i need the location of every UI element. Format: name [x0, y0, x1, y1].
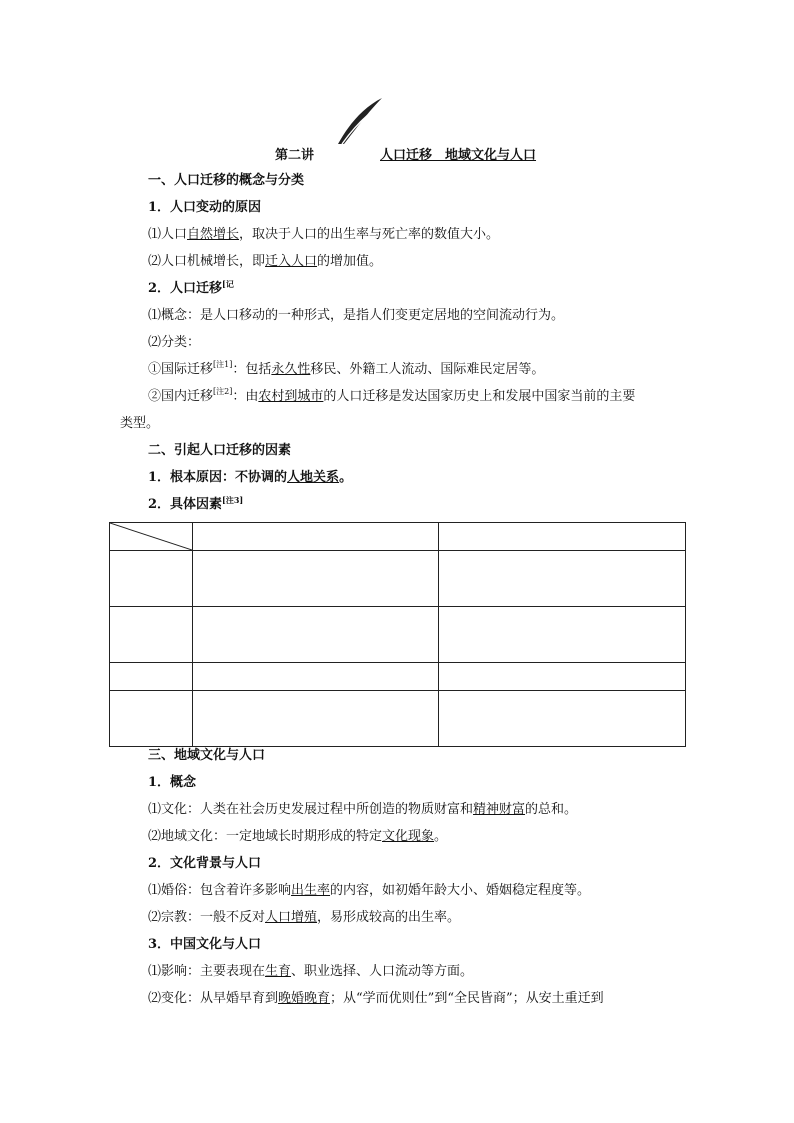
table-row: [110, 691, 686, 747]
diagonal-header-cell: [110, 523, 193, 551]
subheading-concept: 1．概念: [148, 775, 197, 790]
push-cell: [193, 607, 439, 663]
lecture-title: 人口迁移 地域文化与人口: [380, 148, 537, 163]
page-title: [0, 144, 794, 164]
lecture-number: 第二讲: [275, 148, 315, 163]
factor-cell: [110, 691, 193, 747]
text-line: ②国内迁移[注2]：由农村到城市的人口迁移是发达国家历史上和发展中国家当前的主要: [148, 387, 636, 404]
push-cell: [193, 551, 439, 607]
push-cell: [193, 663, 439, 691]
text-line: ⑴概念：是人口移动的一种形式，是指人们变更定居地的空间流动行为。: [148, 308, 565, 323]
section-heading-3: 三、地域文化与人口: [148, 748, 266, 763]
text-line: ⑵地域文化：一定地域长时期形成的特定文化现象。: [148, 829, 448, 844]
factor-cell: [110, 551, 193, 607]
text-line: ⑴文化：人类在社会历史发展过程中所创造的物质财富和精神财富的总和。: [148, 802, 578, 817]
pull-cell: [439, 663, 686, 691]
section-heading-2: 二、引起人口迁移的因素: [148, 443, 292, 458]
header-push: [193, 523, 439, 551]
subheading-population-change: 1．人口变动的原因: [148, 200, 262, 215]
pull-cell: [439, 551, 686, 607]
pull-cell: [439, 691, 686, 747]
section-heading-1: 一、人口迁移的概念与分类: [148, 173, 305, 188]
text-line: ⑵人口机械增长，即迁入人口的增加值。: [148, 254, 383, 269]
table-header-row: [110, 523, 686, 551]
table-row: [110, 551, 686, 607]
feather-logo-icon: [336, 96, 384, 146]
text-line: ⑵变化：从早婚早育到晚婚晚育；从“学而优则仕”到“全民皆商”；从安土重迁到: [148, 991, 604, 1006]
factor-cell: [110, 663, 193, 691]
table-row: [110, 607, 686, 663]
subheading-root-cause: 1．根本原因：不协调的人地关系。: [148, 470, 353, 485]
factor-cell: [110, 607, 193, 663]
subheading-chinese-culture: 3．中国文化与人口: [148, 937, 262, 952]
header-pull: [439, 523, 686, 551]
migration-factors-table: [109, 522, 686, 747]
subheading-specific-factors: 2．具体因素[注3]: [148, 495, 244, 512]
text-line: ⑴人口自然增长，取决于人口的出生率与死亡率的数值大小。: [148, 227, 500, 242]
pull-cell: [439, 607, 686, 663]
text-line: ①国际迁移[注1]：包括永久性移民、外籍工人流动、国际难民定居等。: [148, 360, 545, 377]
text-line: 类型。: [120, 416, 160, 431]
subheading-migration: 2．人口迁移$^{[记}$: [148, 279, 234, 296]
text-line: ⑵分类：: [148, 335, 201, 350]
text-line: ⑵宗教：一般不反对人口增殖，易形成较高的出生率。: [148, 910, 461, 925]
subheading-cultural-background: 2．文化背景与人口: [148, 856, 262, 871]
text-line: ⑴婚俗：包含着许多影响出生率的内容，如初婚年龄大小、婚姻稳定程度等。: [148, 883, 591, 898]
push-cell: [193, 691, 439, 747]
table-row: [110, 663, 686, 691]
text-line: ⑴影响：主要表现在生育、职业选择、人口流动等方面。: [148, 964, 474, 979]
